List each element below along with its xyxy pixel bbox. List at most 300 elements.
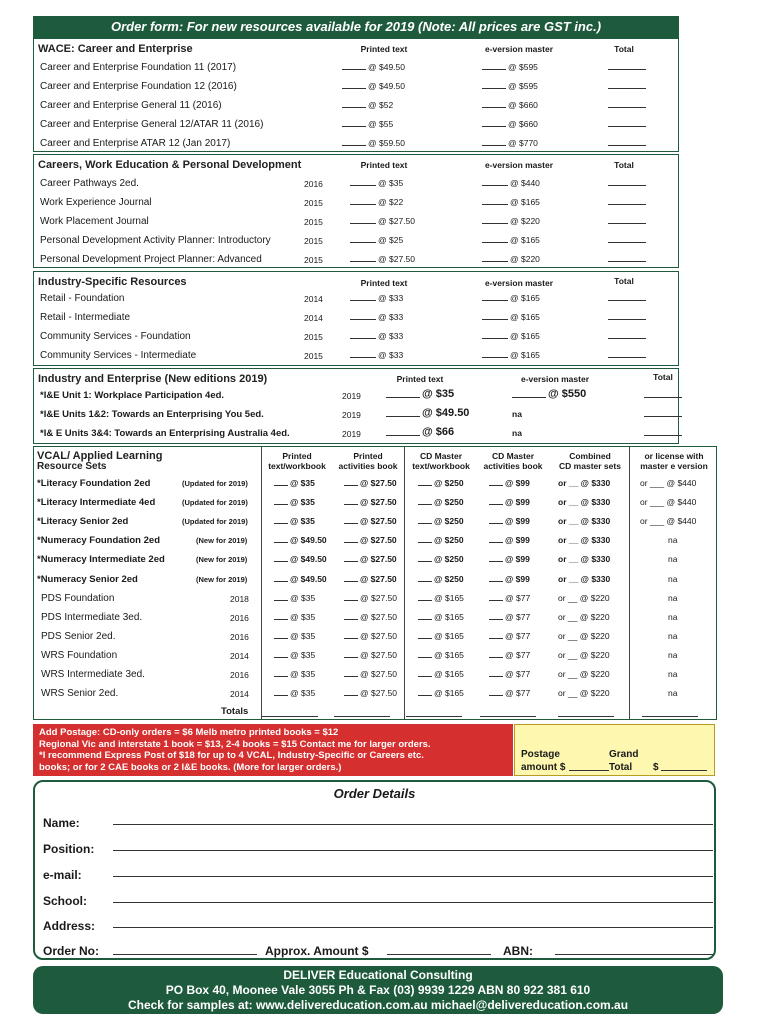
vcal-qty-field[interactable]	[418, 631, 432, 639]
vcal-price: @ $99	[505, 535, 530, 546]
vcal-qty-field[interactable]	[344, 516, 358, 524]
vcal-qty-field[interactable]	[274, 631, 288, 639]
printed-price: @ $49.50	[368, 62, 405, 72]
company-address: PO Box 40, Moonee Vale 3055 Ph & Fax (03) 9939 1229 ABN 80 922 381 610	[165, 983, 591, 997]
abn-field[interactable]	[555, 954, 713, 955]
item-label: Personal Development Project Planner: Advanced	[40, 254, 262, 265]
vcal-qty-field[interactable]	[344, 497, 358, 505]
printed-qty-field[interactable]	[350, 235, 376, 243]
vcal-qty-field[interactable]	[489, 688, 503, 696]
printed-price: @ $33	[378, 350, 404, 360]
printed-price: @ $59.50	[368, 138, 405, 148]
printed-qty-field[interactable]	[350, 331, 376, 339]
item-label: Retail - Intermediate	[40, 312, 131, 323]
vcal-combined-price: or __ @ $330	[558, 554, 611, 565]
vcal-qty-field[interactable]	[489, 535, 503, 543]
eversion-price: @ $165	[510, 331, 540, 341]
careers-heading: Careers, Work Education & Personal Development	[38, 159, 302, 171]
vcal-price: @ $35	[290, 516, 315, 527]
eversion-qty-field[interactable]	[482, 100, 506, 108]
position-label: Position:	[43, 842, 95, 856]
abn-label: ABN:	[503, 944, 533, 958]
item-year: 2015	[304, 255, 323, 265]
vcal-qty-field[interactable]	[274, 554, 288, 562]
col-printed: Printed text	[360, 160, 408, 170]
printed-qty-field[interactable]	[342, 62, 366, 70]
footer	[33, 966, 723, 1014]
vcal-price: @ $49.50	[290, 573, 327, 584]
vcal-price: @ $27.50	[360, 688, 397, 699]
total-field[interactable]	[608, 350, 646, 358]
printed-qty-field[interactable]	[386, 390, 420, 398]
vcal-qty-field[interactable]	[274, 593, 288, 601]
grand-dollar: $	[653, 762, 659, 773]
printed-price: @ $33	[378, 312, 404, 322]
vcal-price: @ $77	[505, 649, 531, 660]
vcal-item-note: 2016	[230, 612, 249, 623]
printed-qty-field[interactable]	[386, 428, 420, 436]
vcal-price: @ $77	[505, 688, 531, 699]
vcal-price: @ $250	[434, 497, 464, 508]
vcal-item-label: PDS Senior 2ed.	[41, 630, 116, 642]
vcal-total-field[interactable]	[480, 709, 536, 717]
vcal-qty-field[interactable]	[489, 612, 503, 620]
vcal-qty-field[interactable]	[274, 650, 288, 658]
eversion-price: @ $220	[510, 216, 540, 226]
eversion-qty-field[interactable]	[482, 216, 508, 224]
printed-qty-field[interactable]	[350, 254, 376, 262]
col-eversion: e-version master	[520, 374, 590, 384]
vcal-item-note: (Updated for 2019)	[182, 498, 248, 508]
ie-section	[33, 368, 679, 444]
vcal-price: @ $35	[290, 611, 316, 622]
item-year: 2015	[304, 351, 323, 361]
vcal-combined-price: or __ @ $330	[558, 573, 611, 584]
postage-info	[33, 724, 513, 776]
item-year: 2019	[342, 429, 361, 439]
printed-qty-field[interactable]	[350, 178, 376, 186]
vcal-qty-field[interactable]	[418, 593, 432, 601]
order-no-field[interactable]	[113, 954, 257, 955]
vcal-qty-field[interactable]	[418, 612, 432, 620]
name-field[interactable]	[113, 824, 713, 825]
col-eversion: e-version master	[484, 160, 554, 170]
vcal-price: @ $27.50	[360, 630, 397, 641]
vcal-total-field[interactable]	[642, 709, 698, 717]
form-title: Order form: For new resources available for 2019 (Note: All prices are GST inc.)	[33, 16, 679, 38]
printed-qty-field[interactable]	[350, 293, 376, 301]
vcal-license-price: na	[668, 630, 678, 641]
vcal-qty-field[interactable]	[489, 593, 503, 601]
eversion-price: @ $595	[508, 81, 538, 91]
vcal-section	[33, 446, 717, 720]
printed-price: @ $66	[422, 426, 455, 438]
vcal-price: @ $99	[505, 516, 530, 527]
item-year: 2014	[304, 294, 323, 304]
vcal-qty-field[interactable]	[344, 593, 358, 601]
printed-qty-field[interactable]	[342, 81, 366, 89]
company-name: DELIVER Educational Consulting	[283, 968, 473, 982]
eversion-qty-field[interactable]	[482, 138, 506, 146]
total-field[interactable]	[608, 331, 646, 339]
vcal-license-price: or ___ @ $440	[640, 497, 697, 508]
vcal-price: @ $27.50	[360, 669, 397, 679]
eversion-price: @ $165	[510, 312, 540, 322]
total-field[interactable]	[608, 81, 646, 89]
printed-qty-field[interactable]	[350, 197, 376, 205]
eversion-qty-field[interactable]	[482, 312, 508, 320]
vcal-license-price: na	[668, 592, 678, 603]
order-details	[33, 780, 716, 960]
vcal-qty-field[interactable]	[418, 535, 432, 543]
vcal-col-head-l2: master e version	[640, 461, 708, 471]
total-field[interactable]	[608, 197, 646, 205]
vcal-item-label: WRS Intermediate 3ed.	[41, 669, 145, 680]
eversion-qty-field[interactable]	[482, 331, 508, 339]
total-field[interactable]	[608, 293, 646, 301]
vcal-price: @ $27.50	[360, 649, 397, 660]
eversion-price: @ $770	[508, 138, 538, 148]
eversion-qty-field[interactable]	[482, 119, 506, 127]
vcal-total-field[interactable]	[262, 709, 318, 717]
postage-line-2: Regional Vic and interstate 1 book = $13, 2-4 books = $15 Contact me for larger orders.	[39, 738, 431, 750]
vcal-item-label: *Literacy Foundation 2ed	[37, 478, 151, 489]
vcal-combined-price: or __ @ $220	[558, 630, 610, 641]
vcal-price: @ $35	[290, 630, 316, 641]
eversion-qty-field[interactable]	[482, 178, 508, 186]
eversion-qty-field[interactable]	[482, 81, 506, 89]
col-total: Total	[653, 372, 673, 382]
vcal-col-head-l2: activities book	[338, 461, 398, 471]
vcal-item-note: 2016	[230, 631, 249, 642]
vcal-price: @ $99	[505, 478, 530, 488]
item-label: Community Services - Foundation	[40, 331, 191, 342]
vcal-price: @ $27.50	[360, 573, 397, 584]
printed-price: @ $35	[422, 388, 455, 400]
school-label: School:	[43, 894, 87, 908]
vcal-price: @ $27.50	[360, 516, 397, 527]
eversion-qty-field[interactable]	[482, 293, 508, 301]
eversion-price: na	[512, 428, 522, 438]
vcal-qty-field[interactable]	[418, 574, 432, 582]
printed-price: @ $55	[368, 119, 394, 129]
vcal-price: @ $250	[434, 516, 464, 527]
vcal-price: @ $35	[290, 478, 315, 488]
vcal-qty-field[interactable]	[344, 554, 358, 562]
vcal-qty-field[interactable]	[344, 688, 358, 696]
wace-section	[33, 38, 679, 152]
order-no-label: Order No:	[43, 944, 100, 958]
col-total: Total	[614, 276, 634, 286]
item-year: 2016	[304, 179, 323, 189]
vcal-qty-field[interactable]	[489, 516, 503, 524]
vcal-license-price: or ___ @ $440	[640, 516, 697, 527]
vcal-license-price: na	[668, 669, 678, 679]
postage-line-4: books; or for 2 CAE books or 2 I&E books. (More for larger orders.)	[39, 761, 342, 773]
vcal-license-price: na	[668, 573, 678, 584]
eversion-price: @ $660	[508, 119, 538, 129]
item-year: 2019	[342, 391, 361, 401]
vcal-qty-field[interactable]	[489, 669, 503, 677]
item-year: 2014	[304, 313, 323, 323]
vcal-total-field[interactable]	[558, 709, 614, 717]
vcal-item-note: 2014	[230, 689, 249, 700]
eversion-price: @ $165	[510, 197, 540, 207]
vcal-qty-field[interactable]	[344, 631, 358, 639]
item-label: *I&E Units 1&2: Towards an Enterprising You 5ed.	[40, 409, 264, 420]
vcal-price: @ $35	[290, 649, 316, 660]
vcal-price: @ $27.50	[360, 611, 397, 622]
printed-price: @ $33	[378, 293, 404, 303]
vcal-item-note: (Updated for 2019)	[182, 479, 248, 488]
approx-amount-field[interactable]	[387, 954, 491, 955]
vcal-qty-field[interactable]	[274, 535, 288, 543]
vcal-price: @ $35	[290, 592, 316, 603]
item-label: Career and Enterprise General 11 (2016)	[40, 100, 222, 111]
item-year: 2015	[304, 332, 323, 342]
vcal-col-head-l1: Printed	[282, 451, 312, 461]
vcal-combined-price: or __ @ $220	[558, 649, 610, 660]
item-label: Community Services - Intermediate	[40, 350, 197, 361]
vcal-qty-field[interactable]	[489, 650, 503, 658]
total-field[interactable]	[608, 254, 646, 262]
eversion-price: @ $165	[510, 293, 540, 303]
vcal-item-note: (New for 2019)	[196, 574, 248, 584]
vcal-qty-field[interactable]	[489, 631, 503, 639]
name-label: Name:	[43, 816, 80, 830]
vcal-price: @ $165	[434, 688, 464, 699]
total-field[interactable]	[608, 100, 646, 108]
vcal-qty-field[interactable]	[344, 669, 358, 677]
vcal-qty-field[interactable]	[274, 688, 288, 696]
printed-qty-field[interactable]	[342, 119, 366, 127]
vcal-price: @ $165	[434, 669, 464, 679]
printed-price: @ $27.50	[378, 254, 415, 264]
col-total: Total	[614, 44, 634, 54]
vcal-qty-field[interactable]	[418, 478, 432, 486]
printed-qty-field[interactable]	[350, 350, 376, 358]
item-label: Career and Enterprise Foundation 11 (2017)	[40, 62, 237, 73]
vcal-price: @ $250	[434, 554, 464, 565]
total-field[interactable]	[608, 178, 646, 186]
eversion-price: @ $165	[510, 350, 540, 360]
eversion-price: na	[512, 409, 522, 419]
vcal-item-label: *Literacy Intermediate 4ed	[37, 497, 156, 509]
vcal-total-field[interactable]	[406, 709, 462, 717]
vcal-price: @ $35	[290, 688, 316, 699]
vcal-combined-price: or __ @ $330	[558, 516, 611, 527]
eversion-qty-field[interactable]	[482, 197, 508, 205]
position-field[interactable]	[113, 850, 713, 851]
vcal-price: @ $99	[505, 497, 530, 508]
col-printed: Printed text	[360, 44, 408, 54]
vcal-item-label: *Numeracy Intermediate 2ed	[37, 554, 165, 566]
printed-price: @ $25	[378, 235, 404, 245]
vcal-qty-field[interactable]	[274, 669, 288, 677]
vcal-qty-field[interactable]	[344, 650, 358, 658]
vcal-license-price: na	[668, 535, 678, 546]
vcal-license-price: na	[668, 649, 678, 660]
total-field[interactable]	[608, 216, 646, 224]
vcal-col-head-l1: or license with	[644, 451, 704, 461]
vcal-combined-price: or __ @ $330	[558, 478, 611, 488]
vcal-price: @ $250	[434, 573, 464, 584]
vcal-price: @ $250	[434, 535, 464, 546]
item-year: 2015	[304, 236, 323, 246]
vcal-item-label: *Numeracy Foundation 2ed	[37, 535, 160, 547]
eversion-price: @ $165	[510, 235, 540, 245]
email-field[interactable]	[113, 876, 713, 877]
industry-section	[33, 271, 679, 366]
vcal-item-note: 2014	[230, 650, 249, 661]
vcal-qty-field[interactable]	[489, 554, 503, 562]
printed-price: @ $27.50	[378, 216, 415, 226]
vcal-qty-field[interactable]	[344, 612, 358, 620]
total-field[interactable]	[644, 428, 682, 436]
item-year: 2015	[304, 198, 323, 208]
total-field[interactable]	[608, 62, 646, 70]
item-year: 2019	[342, 410, 361, 420]
vcal-col-head-l2: CD master sets	[559, 461, 621, 471]
vcal-qty-field[interactable]	[344, 478, 358, 486]
total-label: Total	[609, 762, 633, 773]
printed-qty-field[interactable]	[342, 138, 366, 146]
careers-section	[33, 154, 679, 268]
ie-heading: Industry and Enterprise (New editions 2019)	[38, 373, 268, 385]
vcal-price: @ $35	[290, 669, 316, 679]
vcal-item-note: (New for 2019)	[196, 536, 248, 546]
printed-price: @ $22	[378, 197, 404, 207]
vcal-qty-field[interactable]	[418, 497, 432, 505]
vcal-qty-field[interactable]	[418, 650, 432, 658]
item-label: *I&E Unit 1: Workplace Participation 4ed.	[40, 390, 225, 401]
vcal-qty-field[interactable]	[274, 516, 288, 524]
postage-total-box	[514, 724, 715, 776]
vcal-license-price: na	[668, 688, 678, 699]
eversion-qty-field[interactable]	[512, 390, 546, 398]
vcal-combined-price: or __ @ $220	[558, 611, 610, 622]
vcal-item-label: PDS Intermediate 3ed.	[41, 611, 143, 623]
address-field[interactable]	[113, 927, 713, 928]
eversion-qty-field[interactable]	[482, 254, 508, 262]
total-field[interactable]	[608, 235, 646, 243]
vcal-qty-field[interactable]	[274, 478, 288, 486]
printed-price: @ $52	[368, 100, 394, 110]
vcal-price: @ $27.50	[360, 592, 397, 603]
vcal-combined-price: or __ @ $330	[558, 535, 611, 546]
vcal-qty-field[interactable]	[489, 574, 503, 582]
eversion-qty-field[interactable]	[482, 235, 508, 243]
vcal-combined-price: or __ @ $220	[558, 688, 610, 699]
vcal-price: @ $27.50	[360, 497, 397, 508]
vcal-price: @ $165	[434, 649, 464, 660]
address-label: Address:	[43, 919, 96, 933]
total-field[interactable]	[608, 312, 646, 320]
grand-total-field[interactable]	[661, 763, 707, 771]
vcal-price: @ $49.50	[290, 535, 327, 546]
vcal-item-note: (Updated for 2019)	[182, 517, 248, 527]
vcal-price: @ $35	[290, 497, 315, 508]
col-eversion: e-version master	[484, 278, 554, 288]
item-label: Career and Enterprise Foundation 12 (2016)	[40, 81, 237, 92]
vcal-qty-field[interactable]	[489, 478, 503, 486]
vcal-price: @ $77	[505, 669, 531, 679]
eversion-price: @ $220	[510, 254, 540, 264]
col-eversion: e-version master	[484, 44, 554, 54]
eversion-price: @ $660	[508, 100, 538, 110]
vcal-combined-price: or __ @ $220	[558, 669, 610, 679]
vcal-item-label: WRS Senior 2ed.	[41, 688, 119, 700]
vcal-col-head-l1: Printed	[353, 451, 383, 461]
vcal-price: @ $77	[505, 611, 531, 622]
vcal-col-head-l2: text/workbook	[412, 461, 470, 471]
vcal-price: @ $165	[434, 592, 464, 603]
vcal-price: @ $250	[434, 478, 464, 488]
eversion-price: @ $550	[548, 388, 587, 400]
vcal-qty-field[interactable]	[274, 574, 288, 582]
vcal-item-label: *Literacy Senior 2ed	[37, 516, 129, 528]
vcal-qty-field[interactable]	[418, 669, 432, 677]
vcal-item-note: (New for 2019)	[196, 555, 248, 565]
total-field[interactable]	[608, 119, 646, 127]
school-field[interactable]	[113, 902, 713, 903]
vcal-price: @ $165	[434, 611, 464, 622]
vcal-total-field[interactable]	[334, 709, 390, 717]
postage-label: Postage	[521, 749, 560, 760]
vcal-price: @ $49.50	[290, 554, 327, 565]
vcal-license-price: na	[668, 611, 678, 622]
vcal-qty-field[interactable]	[418, 516, 432, 524]
vcal-qty-field[interactable]	[344, 574, 358, 582]
eversion-price: @ $595	[508, 62, 538, 72]
amount-label: amount $	[521, 762, 566, 773]
vcal-col-head-l1: Combined	[569, 451, 611, 461]
eversion-qty-field[interactable]	[482, 350, 508, 358]
vcal-license-price: na	[668, 554, 678, 565]
total-field[interactable]	[644, 390, 682, 398]
vcal-qty-field[interactable]	[274, 497, 288, 505]
vcal-qty-field[interactable]	[489, 497, 503, 505]
email-label: e-mail:	[43, 868, 82, 882]
col-printed: Printed text	[360, 278, 408, 288]
vcal-item-label: *Numeracy Senior 2ed	[37, 573, 138, 585]
printed-price: @ $33	[378, 331, 404, 341]
vcal-qty-field[interactable]	[344, 535, 358, 543]
total-field[interactable]	[644, 409, 682, 417]
vcal-col-head-l2: activities book	[483, 461, 543, 471]
totals-label: Totals	[221, 706, 249, 717]
printed-qty-field[interactable]	[350, 216, 376, 224]
vcal-price: @ $165	[434, 630, 464, 641]
printed-qty-field[interactable]	[386, 409, 420, 417]
printed-qty-field[interactable]	[350, 312, 376, 320]
printed-qty-field[interactable]	[342, 100, 366, 108]
item-year: 2015	[304, 217, 323, 227]
vcal-item-note: 2018	[230, 593, 249, 604]
vcal-qty-field[interactable]	[418, 688, 432, 696]
vcal-col-head-l2: text/workbook	[268, 461, 326, 471]
vcal-heading-sub: Resource Sets	[37, 461, 107, 472]
item-label: Retail - Foundation	[40, 293, 125, 304]
postage-line-3: *I recommend Express Post of $18 for up to 4 VCAL, Industry-Specific or Careers etc.	[39, 750, 424, 761]
vcal-item-label: WRS Foundation	[41, 649, 118, 661]
postage-amount-field[interactable]	[569, 763, 609, 771]
vcal-qty-field[interactable]	[418, 554, 432, 562]
eversion-qty-field[interactable]	[482, 62, 506, 70]
col-printed: Printed text	[396, 374, 444, 384]
total-field[interactable]	[608, 138, 646, 146]
vcal-qty-field[interactable]	[274, 612, 288, 620]
